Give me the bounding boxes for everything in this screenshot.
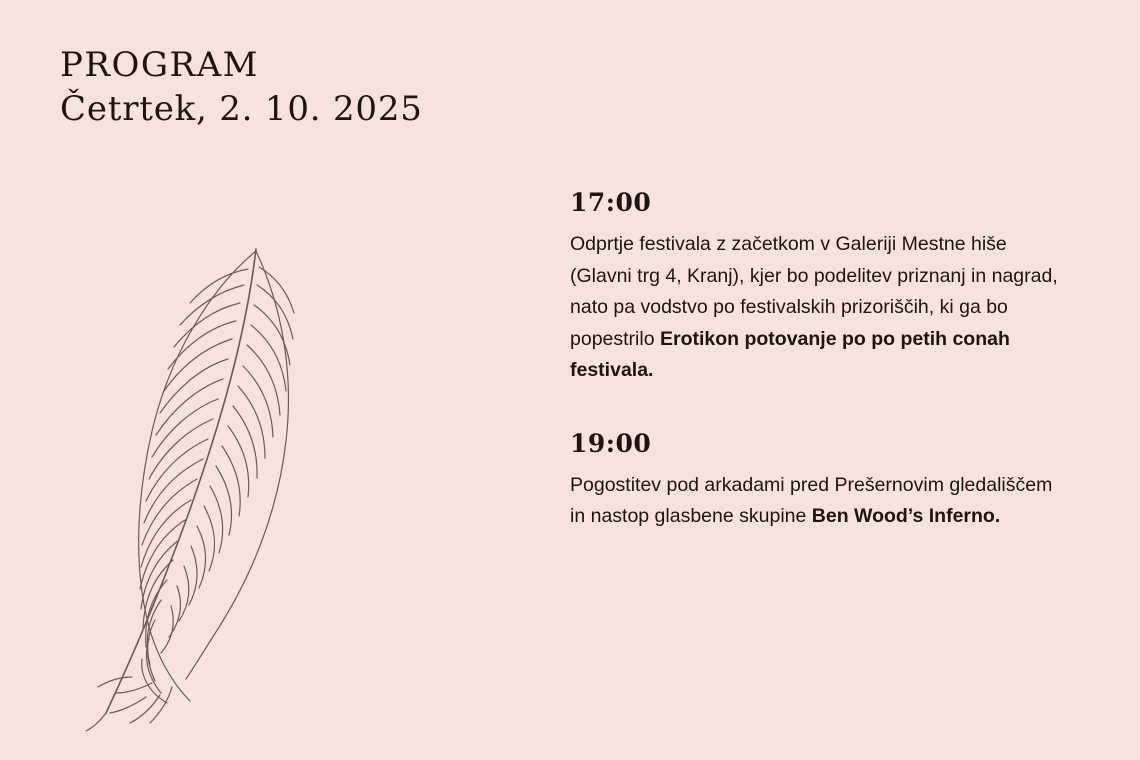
program-entry-highlight: Ben Wood’s Inferno. (811, 505, 1001, 528)
page-title: PROGRAM (60, 45, 259, 85)
program-entry-2 (570, 429, 1070, 533)
program-entry-time: 19:00 (570, 428, 652, 458)
program-entry-text: Pogostitev pod arkadami pred Prešernovim gledališčem in nastop glasbene skupine (570, 473, 1053, 528)
feather-icon (60, 215, 420, 735)
program-entry-highlight: Erotikon potovanje po po petih conah festivala. (570, 327, 1010, 382)
program-entry-text: Odprtje festivala z začetkom v Galeriji Mestne hiše (Glavni trg 4, Kranj), kjer bo podelitev priznanj in nagrad, nato pa vodstvo po festivalskih prizoriščih, ki ga bo popestrilo (570, 233, 1058, 350)
program-list (570, 188, 1070, 533)
program-entry-1 (570, 188, 1070, 387)
page-subtitle-date: Četrtek, 2. 10. 2025 (60, 89, 423, 130)
program-entry-description (570, 229, 1070, 387)
feather-illustration (60, 215, 420, 735)
poster-header (60, 46, 423, 131)
program-entry-time: 17:00 (570, 188, 652, 217)
program-entry-description (570, 470, 1070, 533)
